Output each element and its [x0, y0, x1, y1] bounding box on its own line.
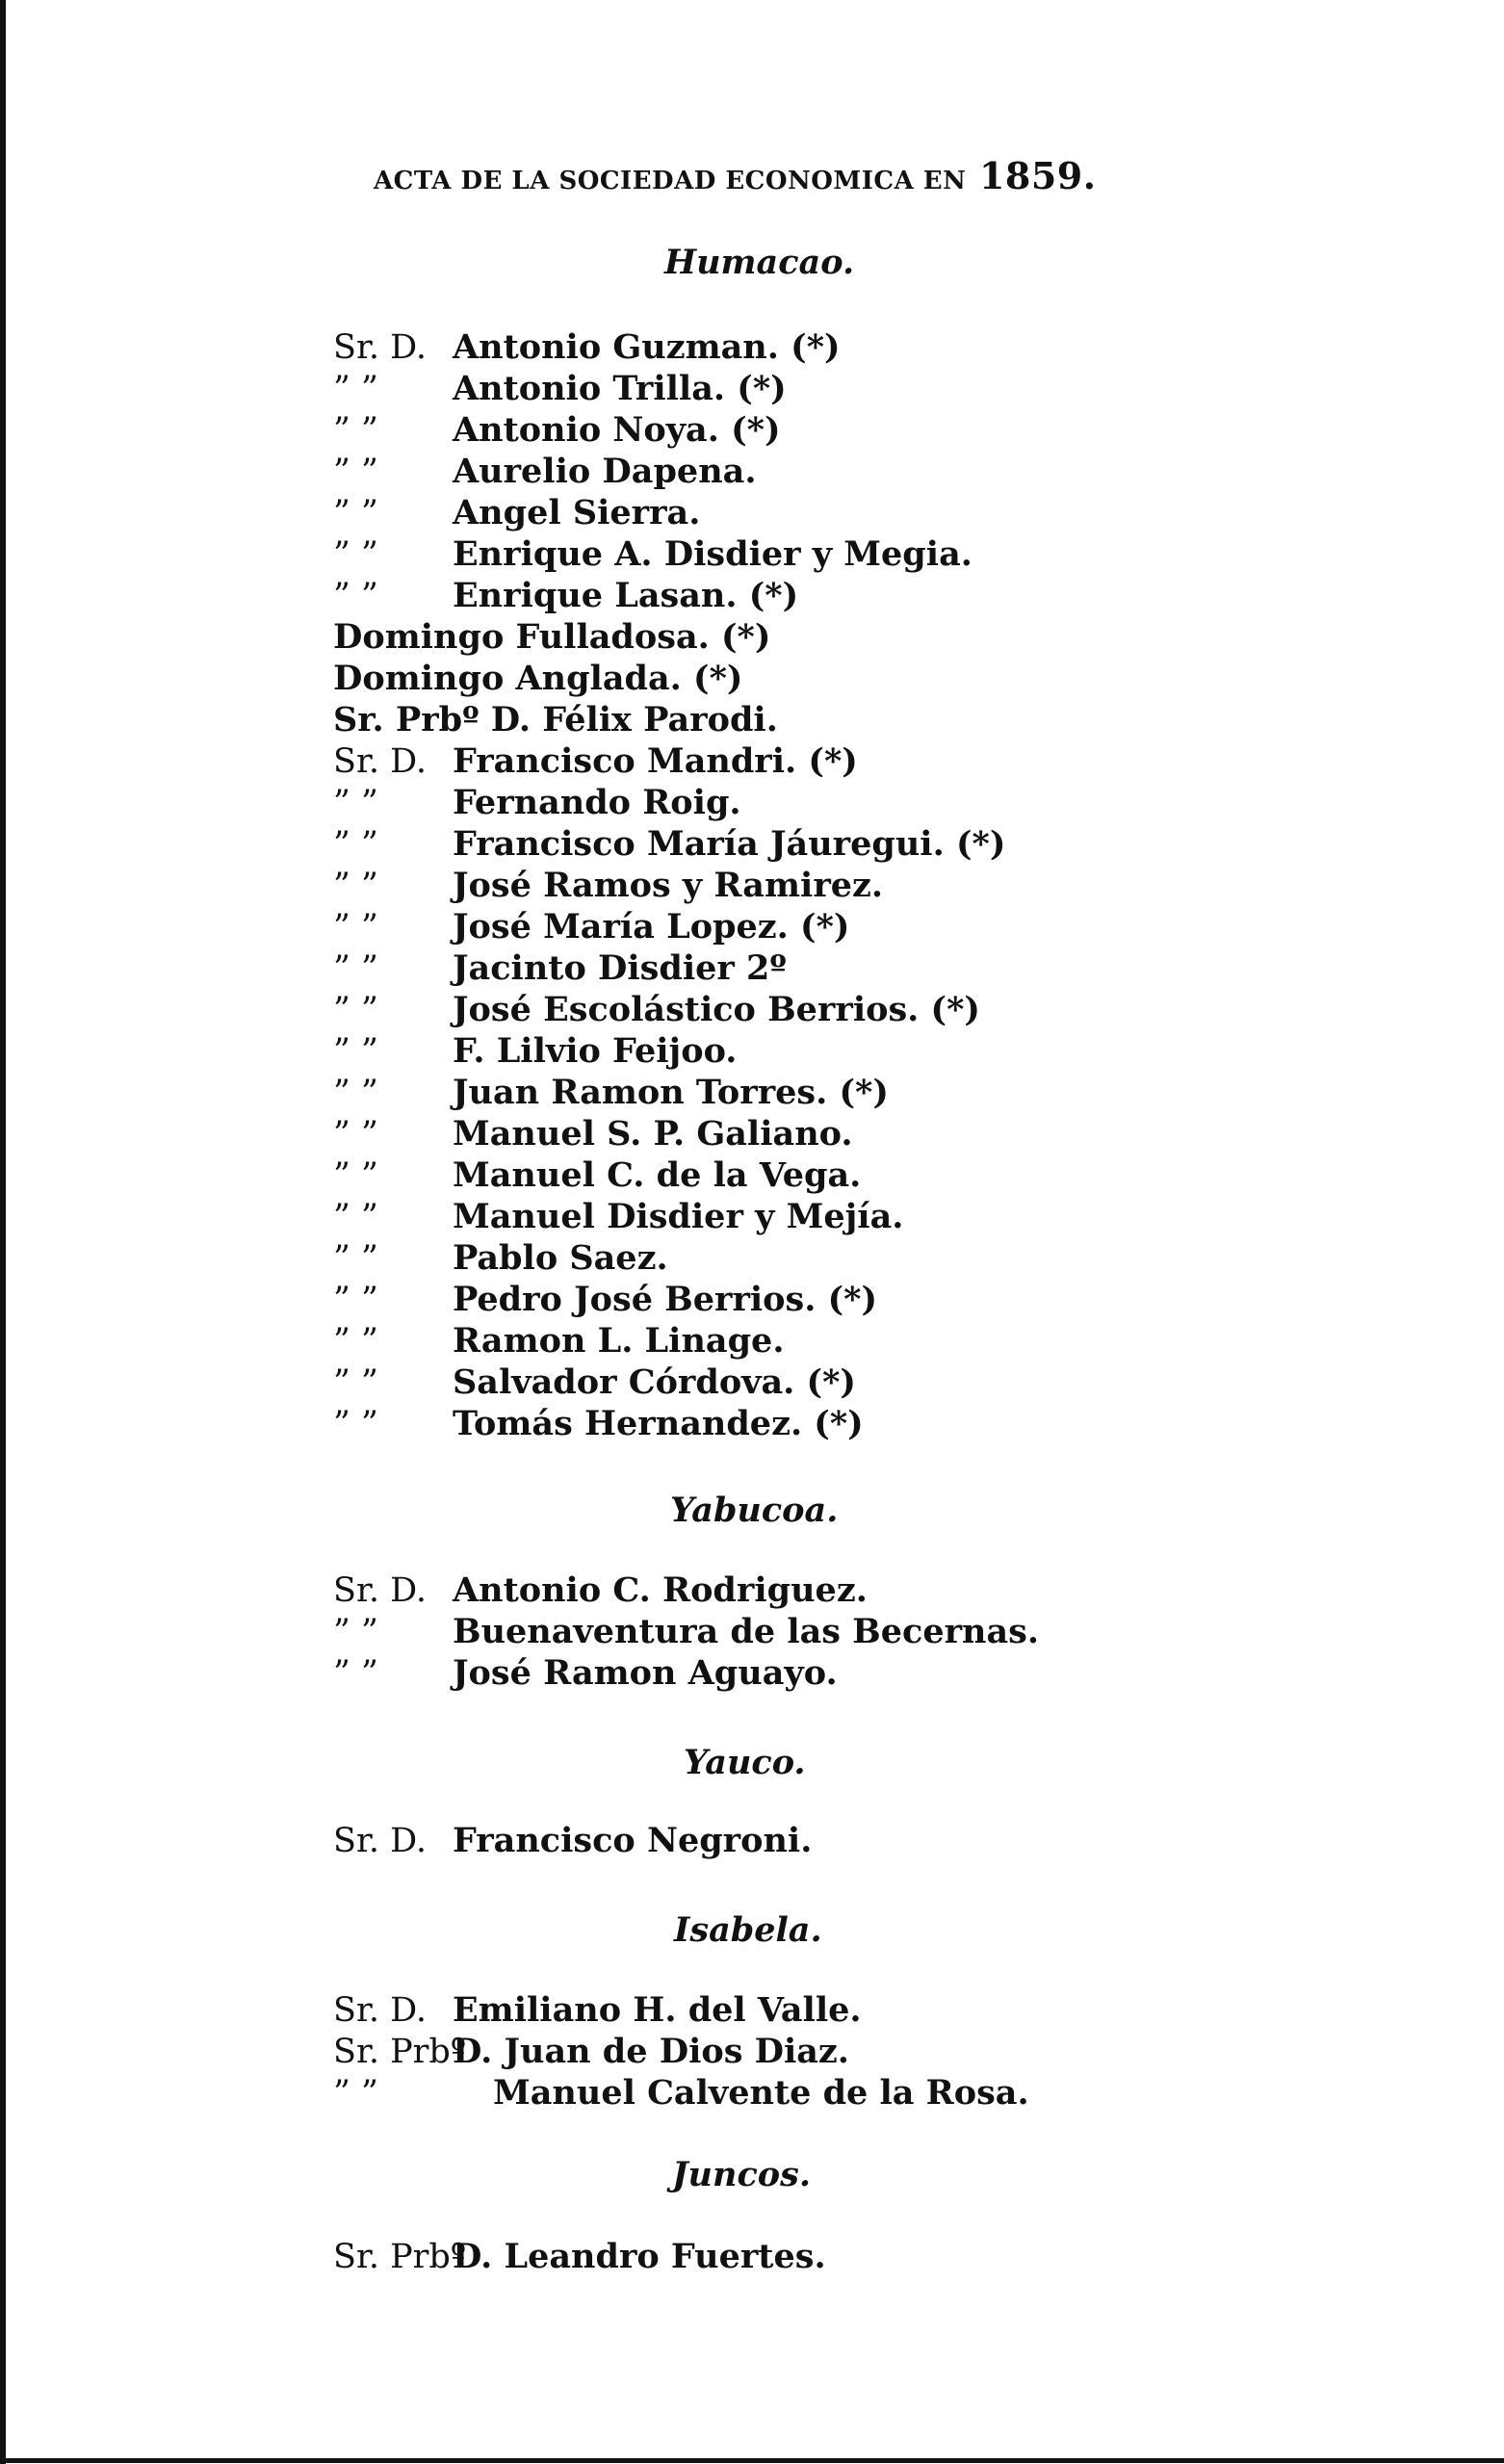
header-year: 1859. [978, 154, 1097, 197]
entry-name: Manuel S. P. Galiano. [453, 1114, 853, 1154]
section-title-yabucoa: Yabucoa. [670, 1491, 839, 1530]
list-item [333, 1072, 1005, 1113]
list-item [333, 326, 1005, 368]
entry-prefix: ” ” [333, 577, 378, 615]
entry-name: Domingo Fulladosa. (*) [333, 617, 771, 657]
entry-prefix: ” ” [333, 1032, 378, 1071]
entry-prefix: Sr. D. [333, 1991, 428, 2030]
entry-prefix: Sr. D. [333, 1822, 428, 1860]
list-item [333, 2236, 826, 2277]
list-item [333, 616, 1005, 658]
section-title-humacao: Humacao. [664, 243, 855, 282]
list-item [333, 533, 1005, 575]
list-item [333, 865, 1005, 906]
list-item [333, 1652, 1039, 1694]
entry-name: Ramon L. Linage. [453, 1321, 785, 1361]
header-title: ACTA DE LA SOCIEDAD ECONOMICA EN [374, 167, 967, 195]
entry-prefix: ” ” [333, 2074, 378, 2113]
entry-name: Tomás Hernandez. (*) [453, 1404, 864, 1443]
entry-prefix: ” ” [333, 453, 378, 491]
entry-prefix: Sr. Prbº [333, 2033, 467, 2071]
list-item [333, 1989, 1029, 2031]
entry-name: Angel Sierra. [453, 493, 701, 532]
running-header [374, 154, 1096, 197]
list-item [333, 823, 1005, 865]
entry-name: José María Lopez. (*) [453, 907, 850, 947]
page-border-bottom [0, 2458, 1504, 2463]
entry-name: Manuel Disdier y Mejía. [453, 1197, 904, 1236]
entry-prefix: ” ” [333, 1115, 378, 1154]
list-item [333, 1569, 1039, 1611]
entry-name: Juan Ramon Torres. (*) [453, 1073, 889, 1112]
entry-name: Enrique A. Disdier y Megia. [453, 534, 972, 574]
entry-name: Francisco María Jáuregui. (*) [453, 824, 1006, 864]
list-item [333, 947, 1005, 989]
member-list-yauco [333, 1820, 812, 1861]
entry-prefix: ” ” [333, 991, 378, 1029]
entry-prefix: ” ” [333, 908, 378, 947]
list-item [333, 1113, 1005, 1154]
entry-prefix: ” ” [333, 370, 378, 408]
entry-name: Pablo Saez. [453, 1238, 668, 1278]
list-item [333, 989, 1005, 1030]
entry-prefix: Sr. D. [333, 1571, 428, 1610]
member-list-yabucoa [333, 1569, 1039, 1694]
entry-name: Buenaventura de las Becernas. [453, 1612, 1040, 1651]
entry-name: Fernando Roig. [453, 783, 741, 822]
member-list-humacao [333, 326, 1005, 1444]
entry-name: Pedro José Berrios. (*) [453, 1280, 878, 1319]
entry-name: Francisco Negroni. [453, 1821, 813, 1860]
entry-prefix: ” ” [333, 1239, 378, 1278]
list-item [333, 492, 1005, 533]
member-list-juncos [333, 2236, 826, 2277]
entry-prefix: Sr. D. [333, 742, 428, 781]
entry-prefix: ” ” [333, 1281, 378, 1319]
list-item [333, 1362, 1005, 1403]
member-list-isabela [333, 1989, 1029, 2114]
list-item [333, 906, 1005, 947]
entry-name: José Ramon Aguayo. [453, 1653, 838, 1693]
list-item [333, 1611, 1039, 1652]
list-item [333, 575, 1005, 616]
entry-prefix: Sr. Prbº [333, 2238, 467, 2276]
entry-prefix: ” ” [333, 1613, 378, 1651]
entry-name: D. Leandro Fuertes. [453, 2237, 826, 2276]
entry-name: Jacinto Disdier 2º [453, 948, 787, 988]
section-title-juncos: Juncos. [672, 2155, 811, 2194]
entry-name: Antonio Noya. (*) [453, 410, 781, 450]
list-item [333, 740, 1005, 782]
entry-prefix: ” ” [333, 825, 378, 864]
list-item [333, 1820, 812, 1861]
list-item [333, 1237, 1005, 1279]
list-item [333, 409, 1005, 451]
entry-name: Aurelio Dapena. [453, 452, 757, 491]
entry-name: D. Juan de Dios Diaz. [453, 2032, 849, 2071]
section-title-isabela: Isabela. [674, 1910, 822, 1950]
entry-name: Manuel Calvente de la Rosa. [493, 2073, 1029, 2113]
entry-name: Antonio Trilla. (*) [453, 369, 787, 408]
list-item [333, 1279, 1005, 1320]
entry-name: Antonio Guzman. (*) [453, 327, 841, 367]
list-item [333, 782, 1005, 823]
entry-prefix: Sr. D. [333, 328, 428, 367]
entry-name: Francisco Mandri. (*) [453, 741, 858, 781]
list-item [333, 1154, 1005, 1196]
entry-prefix: ” ” [333, 1322, 378, 1361]
entry-name: José Escolástico Berrios. (*) [453, 990, 980, 1029]
entry-name: Manuel C. de la Vega. [453, 1155, 862, 1195]
entry-prefix: ” ” [333, 784, 378, 822]
entry-prefix: ” ” [333, 1405, 378, 1443]
entry-prefix: ” ” [333, 1074, 378, 1112]
entry-prefix: ” ” [333, 535, 378, 574]
entry-name: Sr. Prbº D. Félix Parodi. [333, 700, 778, 739]
entry-prefix: ” ” [333, 1654, 378, 1693]
entry-prefix: ” ” [333, 1156, 378, 1195]
list-item [333, 1030, 1005, 1072]
entry-prefix: ” ” [333, 494, 378, 532]
entry-name: Salvador Córdova. (*) [453, 1362, 856, 1402]
list-item [333, 2031, 1029, 2072]
list-item [333, 1403, 1005, 1444]
list-item [333, 1320, 1005, 1362]
list-item [333, 1196, 1005, 1237]
list-item [333, 451, 1005, 492]
entry-name: Emiliano H. del Valle. [453, 1990, 862, 2030]
list-item [333, 699, 1005, 740]
entry-name: Enrique Lasan. (*) [453, 576, 799, 615]
entry-prefix: ” ” [333, 1363, 378, 1402]
entry-prefix: ” ” [333, 1198, 378, 1236]
list-item [333, 658, 1005, 699]
list-item [333, 368, 1005, 409]
entry-prefix: ” ” [333, 867, 378, 905]
list-item [333, 2072, 1029, 2114]
entry-name: Antonio C. Rodriguez. [453, 1570, 868, 1610]
entry-prefix: ” ” [333, 949, 378, 988]
entry-name: F. Lilvio Feijoo. [453, 1031, 738, 1071]
section-title-yauco: Yauco. [684, 1743, 806, 1782]
entry-name: Domingo Anglada. (*) [333, 659, 743, 698]
page-border-left [0, 0, 6, 2464]
entry-prefix: ” ” [333, 411, 378, 450]
entry-name: José Ramos y Ramirez. [453, 866, 884, 905]
